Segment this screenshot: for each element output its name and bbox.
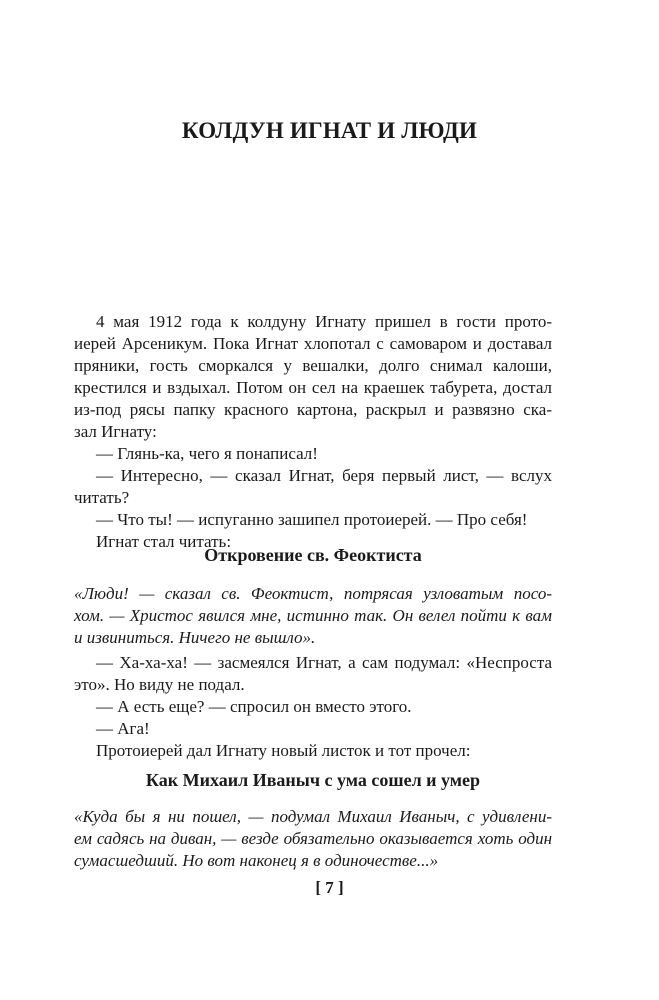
dialogue-line: — Глянь-ка, чего я понаписал! xyxy=(96,444,318,463)
section-heading-1: Откровение св. Феоктиста xyxy=(204,545,422,565)
quote-line: «Люди! — сказал св. Феоктист, потрясая узловатым посо- xyxy=(74,584,552,603)
quote-line: ем садясь на диван, — везде обязательно оказывается хоть один xyxy=(74,829,552,848)
dialogue-line: — Ха-ха-ха! — засмеялся Игнат, а сам подумал: «Неспроста xyxy=(96,653,552,672)
quote-line: сумасшедший. Но вот наконец я в одиночестве...» xyxy=(74,851,439,870)
dialogue-line: — А есть еще? — спросил он вместо этого. xyxy=(96,697,412,716)
dialogue-line: — Ага! xyxy=(96,719,150,738)
text-line: крестился и вздыхал. Потом он сел на краешек табурета, достал xyxy=(74,378,552,397)
quote-line: «Куда бы я ни пошел, — подумал Михаил Иваныч, с удивлени- xyxy=(74,807,552,826)
text-line: 4 мая 1912 года к колдуну Игнату пришел в гости прото- xyxy=(96,312,552,331)
text-line: зал Игнату: xyxy=(74,422,157,441)
intro-paragraph xyxy=(74,311,552,553)
quote-line: и извиниться. Ничего не вышло». xyxy=(74,628,316,647)
quote-block-2 xyxy=(74,806,552,872)
page-number: [ 7 ] xyxy=(315,878,344,897)
dialogue-line: это». Но виду не подал. xyxy=(74,675,245,694)
dialogue-line: читать? xyxy=(74,488,130,507)
text-line: иерей Арсеникум. Пока Игнат хлопотал с самоваром и доставал xyxy=(74,334,552,353)
text-line: Протоиерей дал Игнату новый листок и тот прочел: xyxy=(96,741,471,760)
dialogue-line: — Что ты! — испуганно зашипел протоиерей. — Про себя! xyxy=(96,510,528,529)
text-line: из-под рясы папку красного картона, раскрыл и развязно ска- xyxy=(74,400,552,419)
section-heading-2: Как Михаил Иваныч с ума сошел и умер xyxy=(145,770,481,790)
quote-line: хом. — Христос явился мне, истинно так. Он велел пойти к вам xyxy=(74,606,552,625)
text-line: пряники, гость сморкался у вешалки, долго снимал калоши, xyxy=(74,356,552,375)
chapter-title: КОЛДУН ИГНАТ И ЛЮДИ xyxy=(181,118,478,143)
dialogue-line: — Интересно, — сказал Игнат, беря первый лист, — вслух xyxy=(96,466,552,485)
middle-paragraph xyxy=(74,652,552,762)
text-line: Игнат стал читать: xyxy=(96,532,232,551)
quote-block-1 xyxy=(74,583,552,649)
